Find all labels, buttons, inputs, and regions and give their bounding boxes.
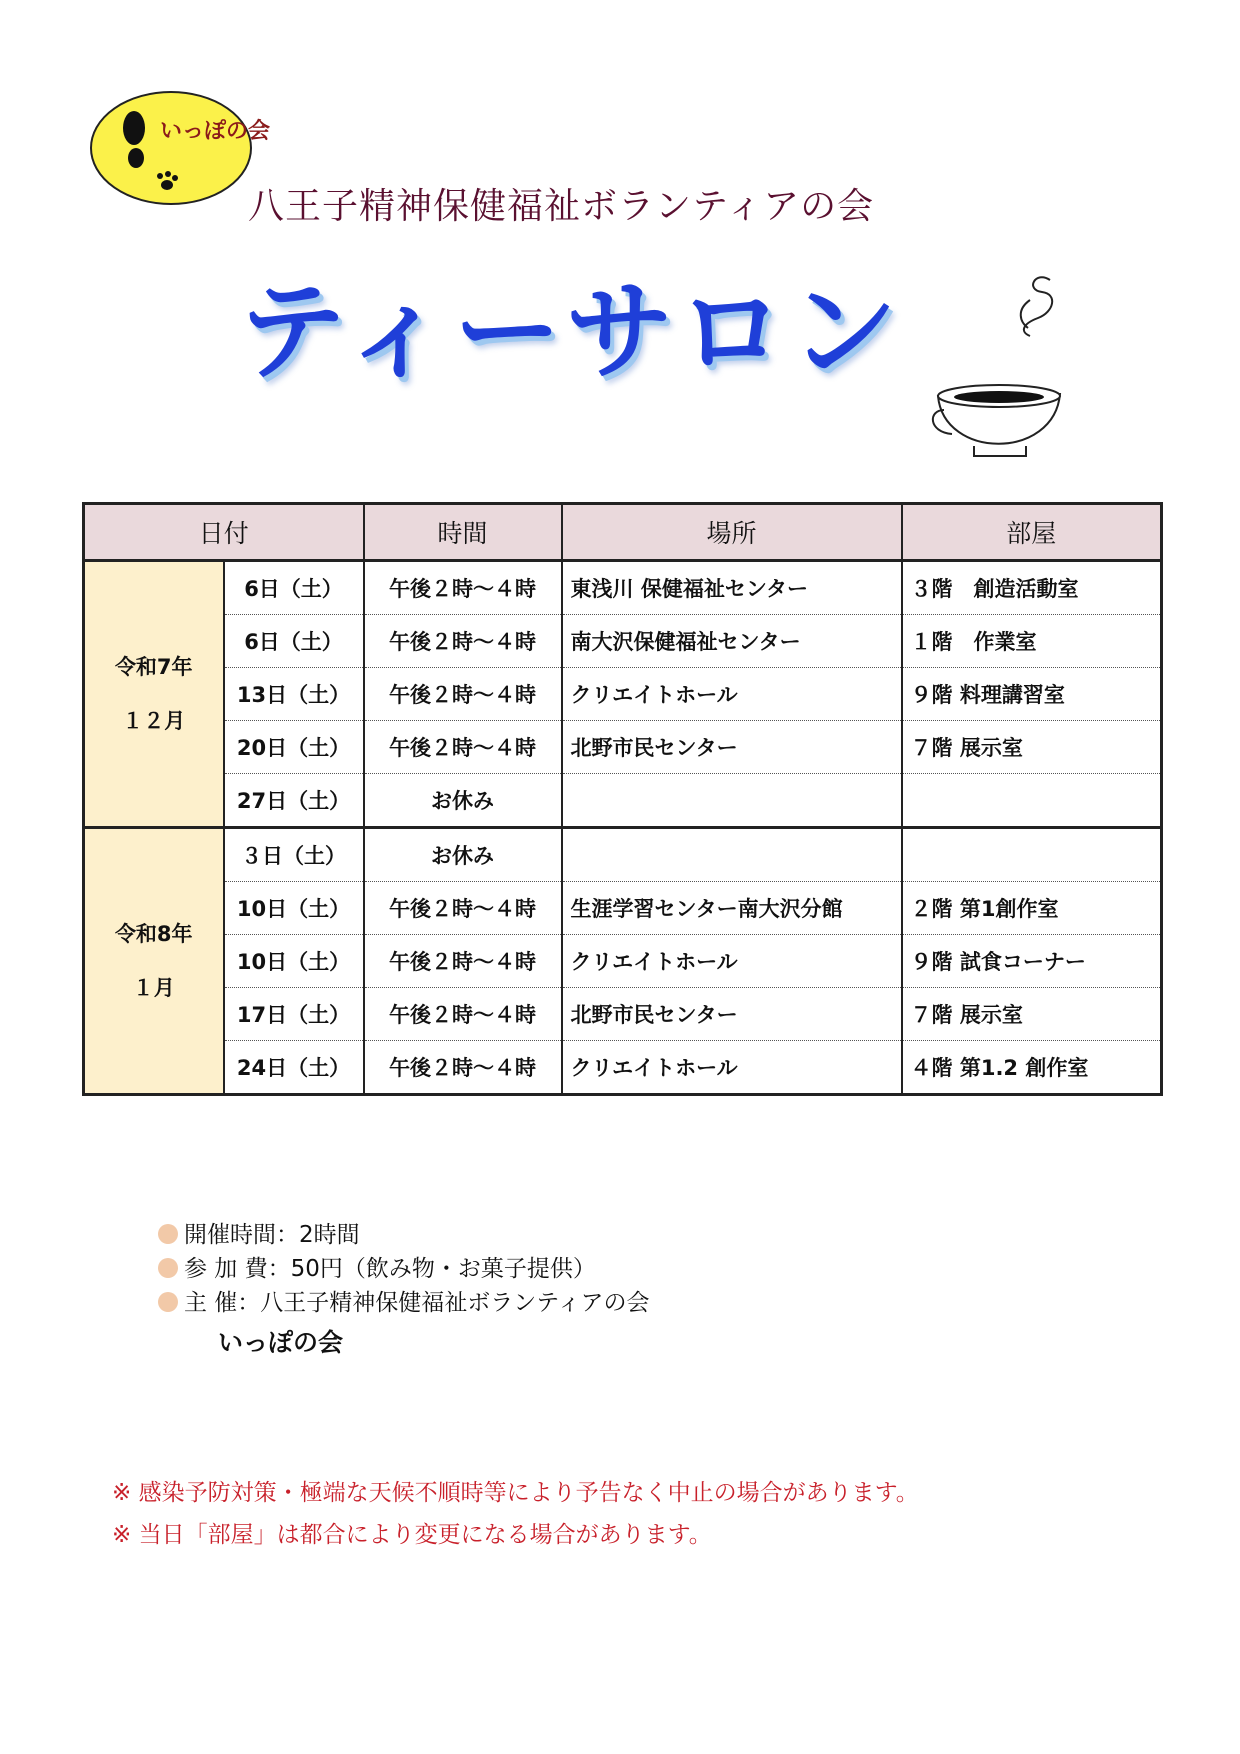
org-name: 八王子精神保健福祉ボランティアの会 <box>248 186 875 227</box>
time-cell: 午後２時～４時 <box>364 1041 562 1095</box>
time-cell: 午後２時～４時 <box>364 935 562 988</box>
header-date: 日付 <box>84 504 364 561</box>
note-item: ※ 当日「部屋」は都合により変更になる場合があります。 <box>112 1522 712 1548</box>
table-header-row <box>84 504 1162 561</box>
table-row <box>84 988 1162 1041</box>
schedule-table <box>82 502 1163 1096</box>
logo-text: いっぽの会 <box>160 119 271 144</box>
info-item <box>158 1218 649 1252</box>
table-row <box>84 561 1162 615</box>
header-time: 時間 <box>364 504 562 561</box>
table-row <box>84 721 1162 774</box>
bullet-icon <box>158 1224 178 1244</box>
place-cell: クリエイトホール <box>562 668 902 721</box>
time-cell: 午後２時～４時 <box>364 668 562 721</box>
room-cell: ４階 第1.2 創作室 <box>902 1041 1162 1095</box>
info-organizer: 主 催：八王子精神保健福祉ボランティアの会 <box>184 1290 650 1316</box>
date-cell: 24日（土） <box>224 1041 364 1095</box>
date-cell: ３日（土） <box>224 828 364 882</box>
time-cell: お休み <box>364 774 562 828</box>
event-info <box>158 1218 649 1360</box>
info-item <box>158 1252 649 1286</box>
room-cell: ７階 展示室 <box>902 988 1162 1041</box>
time-cell: お休み <box>364 828 562 882</box>
info-fee: 参 加 費：50円（飲み物・お菓子提供） <box>184 1256 596 1282</box>
page-title: ティーサロン <box>238 270 902 395</box>
table-row <box>84 615 1162 668</box>
bullet-icon <box>158 1292 178 1312</box>
room-cell <box>902 828 1162 882</box>
header-place: 場所 <box>562 504 902 561</box>
month-month: １月 <box>132 976 175 1000</box>
room-cell: ７階 展示室 <box>902 721 1162 774</box>
room-cell: ３階 創造活動室 <box>902 561 1162 615</box>
table-row <box>84 668 1162 721</box>
time-cell: 午後２時～４時 <box>364 882 562 935</box>
place-cell: クリエイトホール <box>562 935 902 988</box>
note-item: ※ 感染予防対策・極端な天候不順時等により予告なく中止の場合があります。 <box>112 1480 919 1506</box>
place-cell: クリエイトホール <box>562 1041 902 1095</box>
place-cell: 北野市民センター <box>562 988 902 1041</box>
room-cell: ２階 第1創作室 <box>902 882 1162 935</box>
date-cell: 10日（土） <box>224 882 364 935</box>
room-cell: １階 作業室 <box>902 615 1162 668</box>
footprint-icon <box>88 88 271 208</box>
table-row <box>84 935 1162 988</box>
place-cell: 北野市民センター <box>562 721 902 774</box>
logo <box>88 88 271 208</box>
room-cell <box>902 774 1162 828</box>
time-cell: 午後２時～４時 <box>364 561 562 615</box>
info-duration: 開催時間：2時間 <box>184 1222 360 1248</box>
time-cell: 午後２時～４時 <box>364 721 562 774</box>
month-cell <box>84 561 224 828</box>
date-cell: 10日（土） <box>224 935 364 988</box>
organizer-subname: いっぽの会 <box>218 1328 344 1357</box>
month-cell <box>84 828 224 1095</box>
place-cell: 生涯学習センター南大沢分館 <box>562 882 902 935</box>
date-cell: 27日（土） <box>224 774 364 828</box>
room-cell: ９階 試食コーナー <box>902 935 1162 988</box>
month-year: 令和8年 <box>114 922 193 946</box>
room-cell: ９階 料理講習室 <box>902 668 1162 721</box>
info-item <box>158 1286 649 1320</box>
month-month: １２月 <box>122 709 186 733</box>
notes <box>112 1472 919 1556</box>
date-cell: 20日（土） <box>224 721 364 774</box>
coffee-cup-icon <box>930 270 1110 470</box>
time-cell: 午後２時～４時 <box>364 615 562 668</box>
date-cell: 6日（土） <box>224 561 364 615</box>
table-row <box>84 882 1162 935</box>
table-row <box>84 828 1162 882</box>
header-room: 部屋 <box>902 504 1162 561</box>
place-cell: 東浅川 保健福祉センター <box>562 561 902 615</box>
place-cell: 南大沢保健福祉センター <box>562 615 902 668</box>
date-cell: 6日（土） <box>224 615 364 668</box>
date-cell: 17日（土） <box>224 988 364 1041</box>
table-row <box>84 1041 1162 1095</box>
month-year: 令和7年 <box>114 655 193 679</box>
place-cell <box>562 774 902 828</box>
place-cell <box>562 828 902 882</box>
table-row <box>84 774 1162 828</box>
time-cell: 午後２時～４時 <box>364 988 562 1041</box>
date-cell: 13日（土） <box>224 668 364 721</box>
bullet-icon <box>158 1258 178 1278</box>
